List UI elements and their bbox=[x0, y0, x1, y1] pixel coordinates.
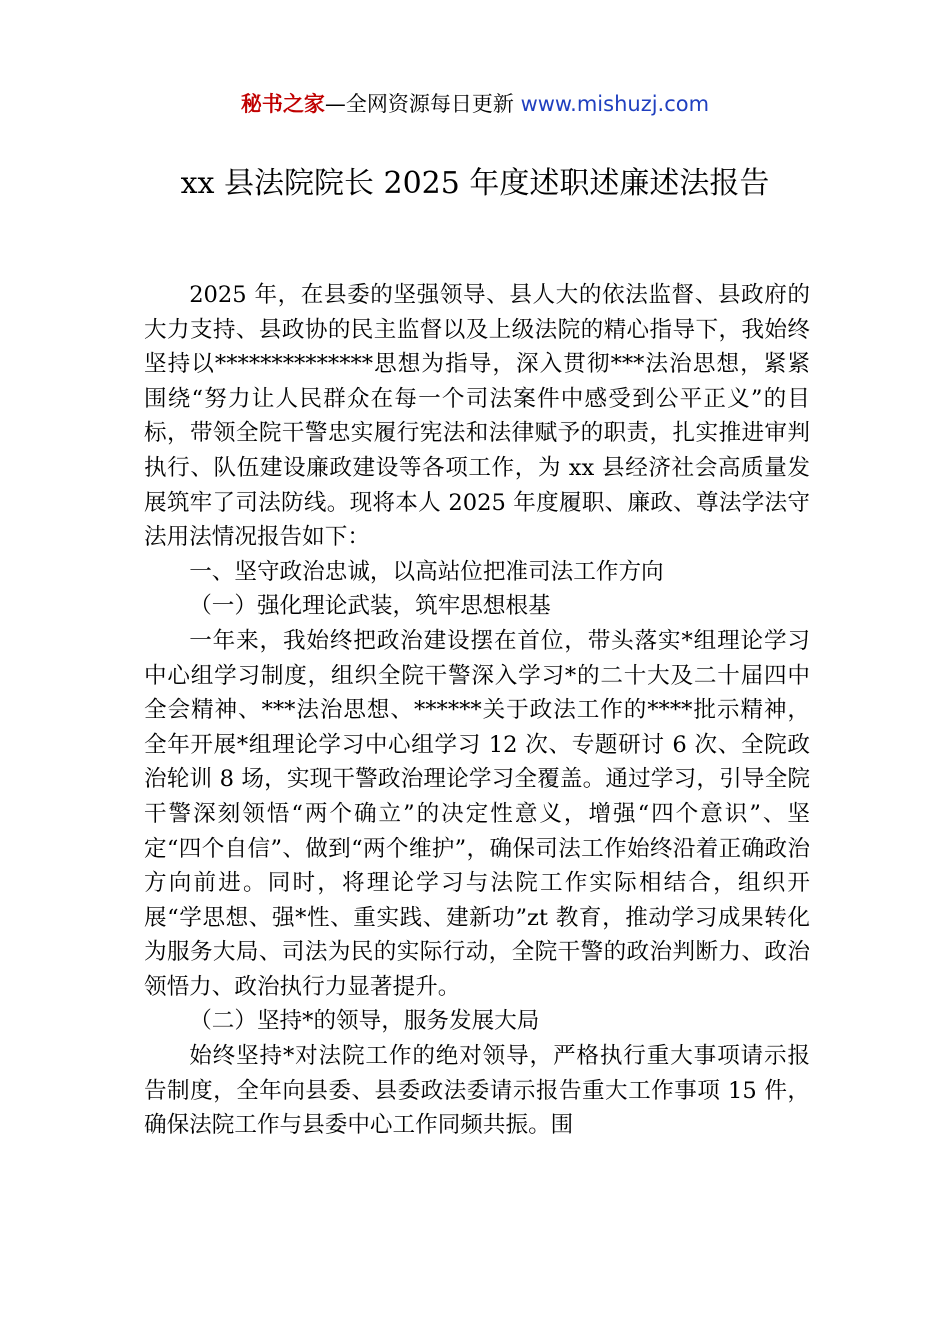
site-url-link[interactable]: www.mishuzj.com bbox=[520, 92, 710, 116]
document-body bbox=[144, 278, 810, 1143]
intro-paragraph: 2025 年，在县委的坚强领导、县人大的依法监督、县政府的大力支持、县政协的民主监督以及上级法院的精心指导下，我始终坚持以**************思想为指导，深入贯彻***法治思想，紧紧围绕“努力让人民群众在每一个司法案件中感受到公平正义”的目标，带领全院干警忠实履行宪法和法律赋予的职责，扎实推进审判执行、队伍建设廉政建设等各项工作，为 xx 县经济社会高质量发展筑牢了司法防线。现将本人 2025 年度履职、廉政、尊法学法守法用法情况报告如下： bbox=[144, 282, 810, 551]
body-paragraph: 始终坚持*对法院工作的绝对领导，严格执行重大事项请示报告制度，全年向县委、县委政法委请示报告重大工作事项 15 件，确保法院工作与县委中心工作同频共振。围 bbox=[144, 1043, 810, 1139]
document-title: xx 县法院院长 2025 年度述职述廉述法报告 bbox=[180, 166, 770, 201]
body-paragraph: 一年来，我始终把政治建设摆在首位，带头落实*组理论学习中心组学习制度，组织全院干警深入学习*的二十大及二十届四中全会精神、***法治思想、******关于政法工作的****批示精神，全年开展*组理论学习中心组学习 12 次、专题研讨 6 次、全院政治轮训 8 场，实现干警政治理论学习全覆盖。通过学习，引导全院干警深刻领悟“两个确立”的决定性意义，增强“四个意识”、坚定“四个自信”、做到“两个维护”，确保司法工作始终沿着正确政治方向前进。同时，将理论学习与法院工作实际相结合，组织开展“学思想、强*性、重实践、建新功”zt 教育，推动学习成果转化为服务大局、司法为民的实际行动，全院干警的政治判断力、政治领悟力、政治执行力显著提升。 bbox=[144, 627, 810, 1000]
subsection-heading-1-2: （二）坚持*的领导，服务发展大局 bbox=[189, 1008, 540, 1035]
site-banner bbox=[0, 88, 950, 120]
subsection-heading-1-1: （一）强化理论武装，筑牢思想根基 bbox=[189, 593, 551, 620]
site-tagline: —全网资源每日更新 bbox=[324, 92, 521, 116]
site-brand: 秘书之家 bbox=[240, 92, 325, 116]
section-heading-1: 一、坚守政治忠诚，以高站位把准司法工作方向 bbox=[189, 558, 664, 585]
